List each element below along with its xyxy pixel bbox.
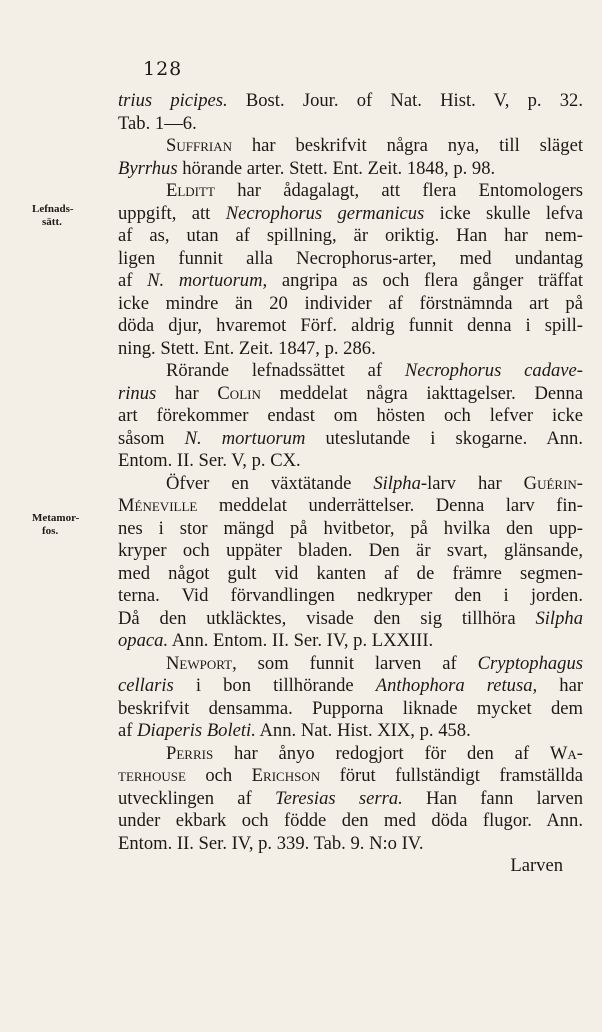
text-line: med något gult vid kanten af de främre segmen- [118, 562, 583, 584]
text-line: ligen funnit alla Necrophorus-arter, med undantag [118, 247, 583, 269]
text-line: trius picipes. Bost. Jour. of Nat. Hist. V, p. 32. [118, 90, 583, 111]
text-line: rinus har Colin meddelat några iakttagelser. Denna [118, 382, 583, 404]
text-line: döda djur, hvaremot Förf. aldrig funnit denna i spill- [118, 315, 583, 336]
author-name: Colin [217, 382, 261, 404]
text-line: Entom. II. Ser. V, p. CX. [118, 450, 301, 471]
text-line: Elditt har ådagalagt, att flera Entomologers [166, 180, 583, 201]
catchword: Larven [510, 855, 563, 876]
text-line: terna. Vid förvandlingen nedkryper den i jorden. [118, 585, 583, 606]
text-line: af N. mortuorum, angripa as och flera gånger träffat [118, 270, 584, 291]
text-line: Tab. 1—6. [118, 112, 197, 134]
author-name: Suffrian [166, 135, 232, 156]
author-name: terhouse [118, 765, 186, 786]
text-line: ning. Stett. Ent. Zeit. 1847, p. 286. [118, 337, 376, 359]
text-line: Suffrian har beskrifvit några nya, till släget [166, 135, 583, 156]
text-line: Méneville meddelat underrättelser. Denna larv fin- [118, 495, 583, 516]
author-name: Wa- [549, 742, 583, 764]
text-line: Öfver en växtätande Silpha-larv har Guérin- [166, 472, 583, 494]
text-line: Newport, som funnit larven af Cryptophagus [166, 652, 583, 674]
page-number: 128 [143, 58, 183, 80]
margin-note-line: Metamor- [32, 512, 80, 524]
text-line: Rörande lefnadssättet af Necrophorus cadave- [166, 360, 584, 381]
margin-note-metamorfos [32, 512, 79, 538]
author-name: Méneville [118, 495, 198, 516]
author-name: Guérin- [523, 472, 583, 494]
text-line: af Diaperis Boleti. Ann. Nat. Hist. XIX, p. 458. [118, 720, 471, 741]
text-line: Entom. II. Ser. IV, p. 339. Tab. 9. N:o IV. [118, 832, 424, 854]
author-name: Newport [166, 652, 233, 674]
text-line: af as, utan af spillning, är oriktig. Han har nem- [118, 225, 583, 246]
margin-note-line: Lefnads- [32, 203, 74, 215]
text-line: icke mindre än 20 individer af förstnämnda art på [118, 292, 583, 314]
text-line: utvecklingen af Teresias serra. Han fann larven [118, 787, 583, 809]
text-line: cellaris i bon tillhörande Anthophora retusa, har [118, 675, 584, 696]
margin-note-line: fos. [42, 525, 59, 537]
margin-note-lefnadssatt [32, 203, 74, 229]
author-name: Erichson [251, 765, 321, 786]
margin-note-line: sätt. [42, 216, 62, 228]
text-line: art förekommer endast om hösten och lefver icke [118, 405, 583, 426]
text-line: under ekbark och födde den med döda flugor. Ann. [118, 810, 583, 831]
text-line: beskrifvit densamma. Pupporna liknade mycket dem [118, 697, 583, 719]
text-line: Perris har ånyo redogjort för den af Wa- [166, 742, 583, 764]
body-text [118, 90, 583, 878]
text-line: uppgift, att Necrophorus germanicus icke skulle lefva [118, 202, 583, 224]
author-name: Elditt [166, 180, 215, 201]
text-line: terhouse och Erichson förut fullständigt framställda [118, 765, 583, 786]
text-line: nes i stor mängd på hvitbetor, på hvilka den upp- [118, 517, 583, 539]
text-line: såsom N. mortuorum uteslutande i skogarne. Ann. [118, 427, 583, 449]
text-line: Då den utkläcktes, visade den sig tillhöra Silpha [118, 607, 583, 629]
text-line: opaca. Ann. Entom. II. Ser. IV, p. LXXIII. [118, 630, 434, 651]
author-name: Perris [166, 742, 214, 764]
text-line: kryper och uppäter bladen. Den är svart, glänsande, [118, 540, 583, 561]
text-line: Byrrhus hörande arter. Stett. Ent. Zeit. 1848, p. 98. [118, 157, 496, 179]
